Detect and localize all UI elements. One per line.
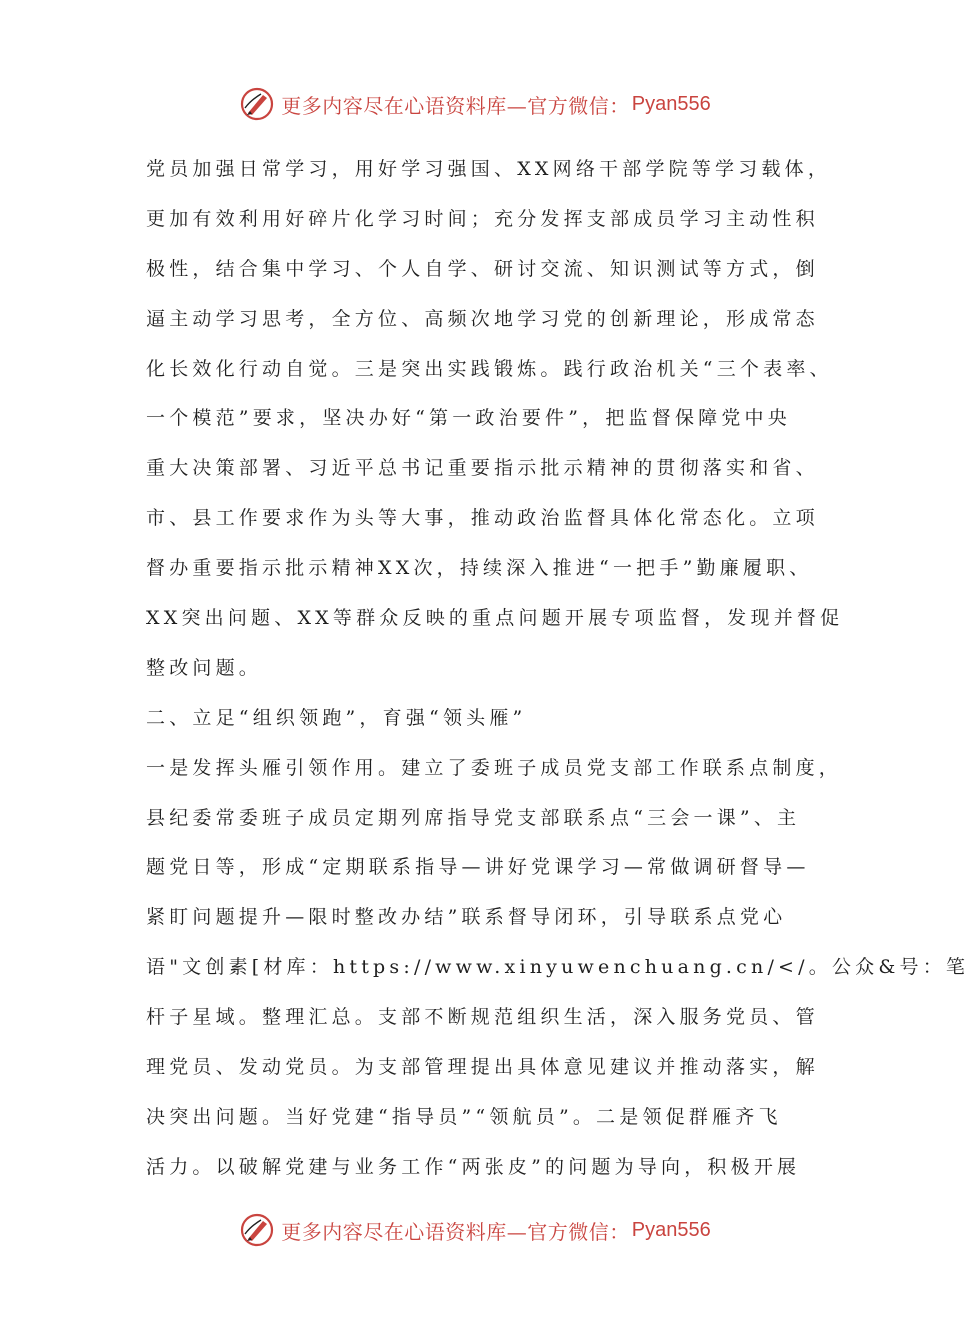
text-line: 二、立足“组织领跑”，育强“领头雁” [146, 706, 527, 729]
text-line: 极性，结合集中学习、个人自学、研讨交流、知识测试等方式，倒 [146, 257, 819, 280]
text-line: 党员加强日常学习，用好学习强国、XX网络干部学院等学习载体， [146, 158, 832, 180]
text-line: 县纪委常委班子成员定期列席指导党支部联系点“三会一课”、主 [146, 806, 801, 829]
footer-watermark-banner [0, 1208, 950, 1252]
text-line: 更加有效利用好碎片化学习时间；充分发挥支部成员学习主动性积 [146, 207, 819, 230]
banner-wechat-id: Pyan556 [631, 1218, 711, 1241]
pen-logo-icon [239, 86, 275, 122]
banner-wechat-id: Pyan556 [631, 92, 711, 115]
text-line: 理党员、发动党员。为支部管理提出具体意见建议并推动落实，解 [146, 1056, 819, 1079]
text-line: 化长效化行动自觉。三是突出实践锻炼。践行政治机关“三个表率、 [146, 357, 833, 380]
text-line: 重大决策部署、习近平总书记重要指示批示精神的贯彻落实和省、 [146, 457, 819, 480]
text-line: 一个模范”要求，坚决办好“第一政治要件”，把监督保障党中央 [146, 407, 791, 430]
pen-logo-icon [239, 1212, 275, 1248]
text-line: 一是发挥头雁引领作用。建立了委班子成员党支部工作联系点制度， [146, 756, 843, 779]
text-line: 逼主动学习思考，全方位、高频次地学习党的创新理论，形成常态 [146, 307, 819, 330]
text-line: 题党日等，形成“定期联系指导—讲好党课学习—常做调研督导— [146, 856, 810, 879]
text-line: 杆子星域。整理汇总。支部不断规范组织生活，深入服务党员、管 [146, 1006, 819, 1029]
text-line: 整改问题。 [146, 656, 263, 679]
text-line: 紧盯问题提升—限时整改办结”联系督导闭环，引导联系点党心 [146, 906, 787, 929]
text-line: 督办重要指示批示精神XX次，持续深入推进“一把手”勤廉履职、 [146, 557, 813, 580]
banner-text: 更多内容尽在心语资料库—官方微信： [281, 93, 630, 118]
text-line: 语"文创素[材库：https://www.xinyuwenchuang.cn/</。公众&号：笔 [146, 956, 969, 979]
document-body [146, 145, 969, 1193]
text-line: 活力。以破解党建与业务工作“两张皮”的问题为导向，积极开展 [146, 1155, 801, 1178]
banner-text: 更多内容尽在心语资料库—官方微信： [281, 1219, 630, 1244]
text-line: 市、县工作要求作为头等大事，推动政治监督具体化常态化。立项 [146, 507, 819, 530]
header-watermark-banner [0, 82, 950, 126]
text-line: XX突出问题、XX等群众反映的重点问题开展专项监督，发现并督促 [146, 607, 844, 630]
text-line: 决突出问题。当好党建“指导员”“领航员”。二是领促群雁齐飞 [146, 1105, 782, 1128]
